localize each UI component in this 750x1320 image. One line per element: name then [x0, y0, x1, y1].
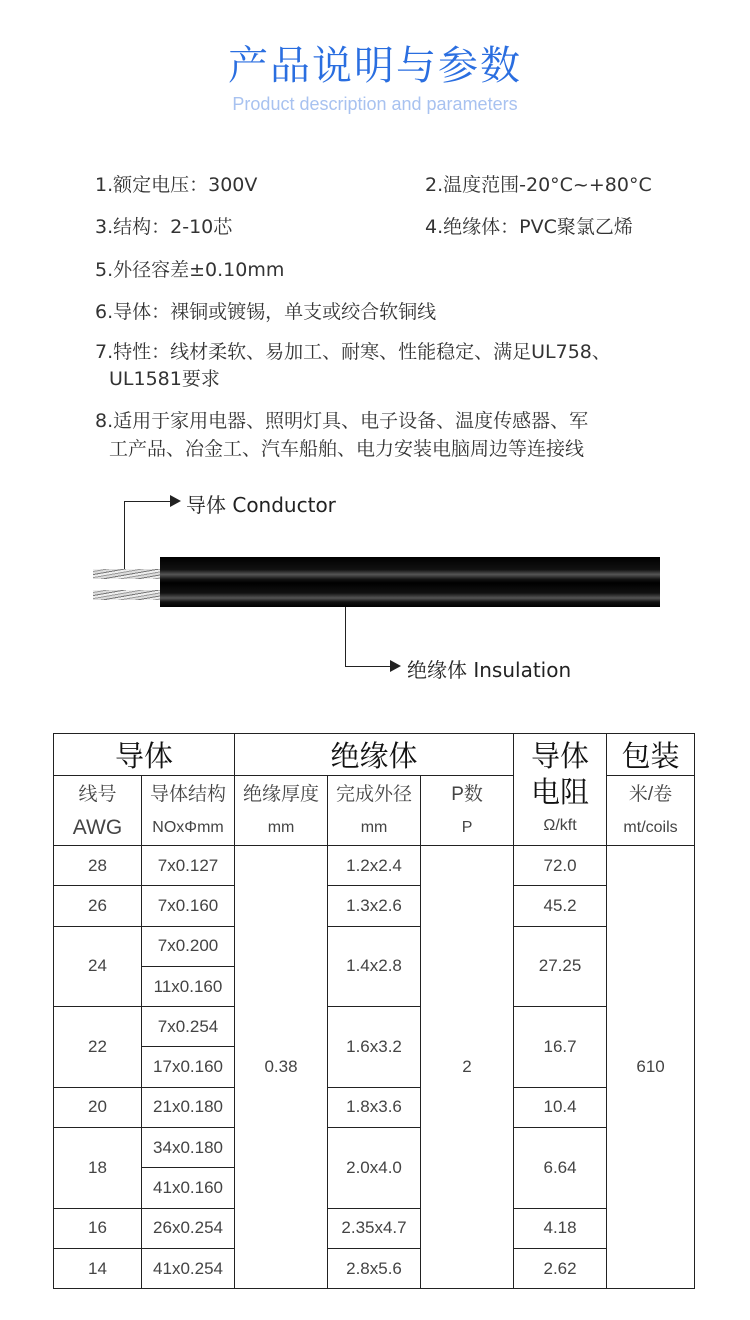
structure-cell: 7x0.127: [142, 846, 235, 886]
column-header-unit: mm: [360, 818, 388, 836]
outer-diameter-cell: 1.2x2.4: [328, 846, 421, 886]
conductor-wire: [93, 569, 161, 579]
table-row: [54, 1128, 695, 1168]
structure-cell: 11x0.160: [142, 966, 235, 1006]
p-count-cell: 2: [421, 846, 514, 1289]
resistance-cell: 10.4: [514, 1087, 607, 1127]
table-row: [54, 1087, 695, 1127]
outer-diameter-cell: 2.0x4.0: [328, 1128, 421, 1209]
structure-cell: 21x0.180: [142, 1087, 235, 1127]
awg-cell: 24: [54, 926, 142, 1007]
awg-cell: 28: [54, 846, 142, 886]
table-row: [54, 926, 695, 966]
resistance-cell: 72.0: [514, 846, 607, 886]
column-header-label: P数: [451, 783, 483, 805]
resistance-cell: 6.64: [514, 1128, 607, 1209]
header-resistance: [514, 734, 607, 846]
spec-applications-line1: 8.适用于家用电器、照明灯具、电子设备、温度传感器、军: [95, 410, 589, 432]
awg-cell: 18: [54, 1128, 142, 1209]
header-conductor: 导体: [54, 734, 235, 776]
awg-cell: 26: [54, 886, 142, 926]
leader-line: [124, 501, 125, 569]
insulation-label: 绝缘体 Insulation: [407, 658, 572, 682]
column-header: [328, 776, 421, 846]
header-resistance-unit: Ω/kft: [543, 816, 577, 834]
spec-applications: [95, 407, 588, 463]
page-title: 产品说明与参数: [228, 43, 522, 89]
structure-cell: 7x0.200: [142, 926, 235, 966]
spec-insulation: 4.绝缘体：PVC聚氯乙烯: [425, 216, 633, 238]
spec-tolerance: 5.外径容差±0.10mm: [95, 259, 285, 281]
structure-cell: 41x0.254: [142, 1248, 235, 1288]
column-header: [607, 776, 695, 846]
column-header-unit: P: [461, 818, 473, 836]
table-row: [54, 846, 695, 886]
column-header-label: 绝缘厚度: [243, 783, 320, 805]
column-header-unit: AWG: [72, 815, 123, 839]
spec-structure: 3.结构：2-10芯: [95, 216, 233, 238]
column-header-unit: mt/coils: [623, 818, 678, 836]
resistance-cell: 45.2: [514, 886, 607, 926]
structure-cell: 26x0.254: [142, 1208, 235, 1248]
conductor-wire: [93, 590, 161, 600]
structure-cell: 41x0.160: [142, 1168, 235, 1208]
awg-cell: 20: [54, 1087, 142, 1127]
table-row: [54, 1208, 695, 1248]
spec-temperature: 2.温度范围-20°C~+80°C: [425, 174, 652, 196]
outer-diameter-cell: 2.8x5.6: [328, 1248, 421, 1288]
header-insulation: 绝缘体: [235, 734, 514, 776]
table-row: [54, 1007, 695, 1047]
header-package: 包装: [607, 734, 695, 776]
resistance-cell: 16.7: [514, 1007, 607, 1088]
awg-cell: 22: [54, 1007, 142, 1088]
column-header-unit: NOxΦmm: [152, 818, 224, 836]
spec-voltage: 1.额定电压：300V: [95, 174, 258, 196]
meters-per-coil-cell: 610: [607, 846, 695, 1289]
column-header-label: 米/卷: [628, 783, 673, 805]
spec-features-line2: UL1581要求: [109, 368, 220, 390]
spec-applications-line2: 工产品、冶金工、汽车船舶、电力安装电脑周边等连接线: [109, 438, 585, 460]
column-header-label: 线号: [78, 783, 117, 805]
column-header-unit: mm: [267, 818, 295, 836]
spec-features: [95, 339, 611, 393]
leader-line: [124, 501, 172, 502]
arrow-icon: [390, 660, 401, 672]
spec-conductor: 6.导体：裸铜或镀锡，单支或绞合软铜线: [95, 301, 437, 323]
leader-line: [345, 607, 346, 667]
structure-cell: 17x0.160: [142, 1047, 235, 1087]
arrow-icon: [170, 495, 181, 507]
column-header: [54, 776, 142, 846]
leader-line: [345, 666, 391, 667]
column-header: [421, 776, 514, 846]
insulation-jacket: [160, 557, 660, 607]
page-subtitle: Product description and parameters: [232, 94, 518, 114]
header-resistance-line1: 导体: [531, 740, 590, 773]
resistance-cell: 2.62: [514, 1248, 607, 1288]
outer-diameter-cell: 1.3x2.6: [328, 886, 421, 926]
table-row: [54, 886, 695, 926]
awg-cell: 14: [54, 1248, 142, 1288]
structure-cell: 7x0.254: [142, 1007, 235, 1047]
awg-cell: 16: [54, 1208, 142, 1248]
insulation-thickness-cell: 0.38: [235, 846, 328, 1289]
outer-diameter-cell: 1.6x3.2: [328, 1007, 421, 1088]
conductor-label: 导体 Conductor: [186, 493, 336, 517]
resistance-cell: 27.25: [514, 926, 607, 1007]
outer-diameter-cell: 2.35x4.7: [328, 1208, 421, 1248]
outer-diameter-cell: 1.8x3.6: [328, 1087, 421, 1127]
spec-features-line1: 7.特性：线材柔软、易加工、耐寒、性能稳定、满足UL758、: [95, 341, 611, 363]
table-row: [54, 1248, 695, 1288]
column-header-label: 完成外径: [336, 783, 413, 805]
column-header: [142, 776, 235, 846]
column-header: [235, 776, 328, 846]
structure-cell: 7x0.160: [142, 886, 235, 926]
outer-diameter-cell: 1.4x2.8: [328, 926, 421, 1007]
structure-cell: 34x0.180: [142, 1128, 235, 1168]
column-header-label: 导体结构: [150, 783, 227, 805]
resistance-cell: 4.18: [514, 1208, 607, 1248]
header-resistance-line2: 电阻: [531, 776, 590, 809]
parameters-table: [53, 733, 695, 1289]
